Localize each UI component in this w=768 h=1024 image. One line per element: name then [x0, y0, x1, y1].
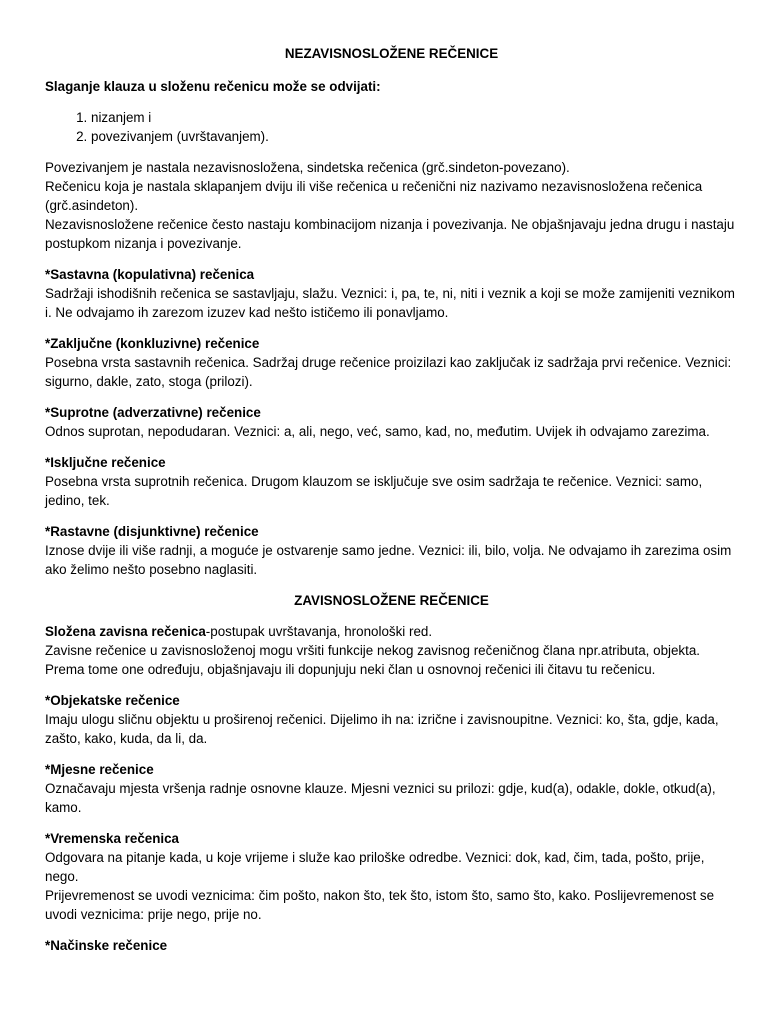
zavisna-term: Složena zavisna rečenica — [45, 624, 206, 639]
section-title: *Sastavna (kopulativna) rečenica — [45, 267, 255, 282]
document-title: NEZAVISNOSLOŽENE REČENICE — [284, 46, 499, 61]
section-zakljucne — [45, 334, 738, 391]
zavisna-definition — [45, 622, 738, 641]
section-body: Imaju ulogu sličnu objektu u proširenoj rečenici. Dijelimo ih na: izrične i zavisnoupitne. Veznici: ko, šta, gdje, kada, zašto, kako, kuda, da li, da. — [45, 712, 719, 746]
paragraph-line: Povezivanjem je nastala nezavisnosložena, sindetska rečenica (grč.sindeton-povezano). — [45, 160, 570, 175]
section-title: *Suprotne (adverzativne) rečenice — [45, 405, 261, 420]
section-title: *Rastavne (disjunktivne) rečenice — [45, 524, 259, 539]
section-body: Iznose dvije ili više radnji, a moguće je ostvarenje samo jedne. Veznici: ili, bilo, volja. Ne odvajamo ih zarezima osim ako želimo nešto posebno naglasiti. — [45, 543, 732, 577]
section-body: Zavisne rečenice u zavisnosloženoj mogu vršiti funkcije nekog zavisnog rečeničnog člana npr.atributa, objekta. Prema tome one određuju, objašnjavaju ili dopunjuju neki član u osnovnoj rečenici ili čitavu tu rečenicu. — [45, 643, 701, 677]
section-zavisna — [45, 622, 738, 679]
section-body: Prijevremenost se uvodi veznicima: čim pošto, nakon što, tek što, istom što, samo što, kako. Poslijevremenost se uvodi veznicima: prije nego, prije no. — [45, 888, 715, 922]
zavisna-definition-text: -postupak uvrštavanja, hronološki red. — [205, 624, 433, 639]
section-title: *Isključne rečenice — [45, 455, 166, 470]
section-body: Sadržaji ishodišnih rečenica se sastavljaju, slažu. Veznici: i, pa, te, ni, niti i veznik a koji se može zamijeniti veznikom i. Ne odvajamo ih zarezom izuzev kad nešto ističemo ili ponavljamo. — [45, 286, 735, 320]
section-title: *Objekatske rečenice — [45, 693, 180, 708]
section-rastavne — [45, 522, 738, 579]
list-item: 1. nizanjem i — [91, 108, 738, 127]
intro-paragraph — [45, 158, 738, 253]
section-title: *Zaključne (konkluzivne) rečenice — [45, 336, 260, 351]
document-subtitle: ZAVISNOSLOŽENE REČENICE — [294, 593, 489, 608]
section-suprotne — [45, 403, 738, 441]
section-body: Odgovara na pitanje kada, u koje vrijeme i služe kao priloške odredbe. Veznici: dok, kad, čim, tada, pošto, prije, nego. — [45, 850, 705, 884]
section-iskljucne — [45, 453, 738, 510]
paragraph-line: Rečenicu koja je nastala sklapanjem dviju ili više rečenica u rečenični niz nazivamo nezavisnosložena rečenica (grč.asindeton). — [45, 179, 703, 213]
section-title: *Vremenska rečenica — [45, 831, 180, 846]
section-title: *Mjesne rečenice — [45, 762, 154, 777]
section-body: Odnos suprotan, nepodudaran. Veznici: a, ali, nego, već, samo, kad, no, međutim. Uvijek ih odvajamo zarezima. — [45, 424, 710, 439]
section-objekatske — [45, 691, 738, 748]
section-vremenska — [45, 829, 738, 924]
intro-heading: Slaganje klauza u složenu rečenicu može se odvijati: — [45, 79, 381, 94]
section-body: Posebna vrsta sastavnih rečenica. Sadržaj druge rečenice proizilazi kao zaključak iz sadržaja prvi rečenice. Veznici: sigurno, dakle, zato, stoga (prilozi). — [45, 355, 732, 389]
section-body: Posebna vrsta suprotnih rečenica. Drugom klauzom se isključuje sve osim sadržaja te rečenice. Veznici: samo, jedino, tek. — [45, 474, 703, 508]
list-item: 2. povezivanjem (uvrštavanjem). — [91, 127, 738, 146]
section-nacinske — [45, 936, 738, 955]
section-mjesne — [45, 760, 738, 817]
section-body: Označavaju mjesta vršenja radnje osnovne klauze. Mjesni veznici su prilozi: gdje, kud(a), odakle, dokle, otkud(a), kamo. — [45, 781, 716, 815]
paragraph-line: Nezavisnosložene rečenice često nastaju kombinacijom nizanja i povezivanja. Ne objašnjavaju jedna drugu i nastaju postupkom nizanja i povezivanje. — [45, 217, 735, 251]
section-sastavna — [45, 265, 738, 322]
method-list — [45, 108, 738, 146]
section-title: *Načinske rečenice — [45, 938, 168, 953]
